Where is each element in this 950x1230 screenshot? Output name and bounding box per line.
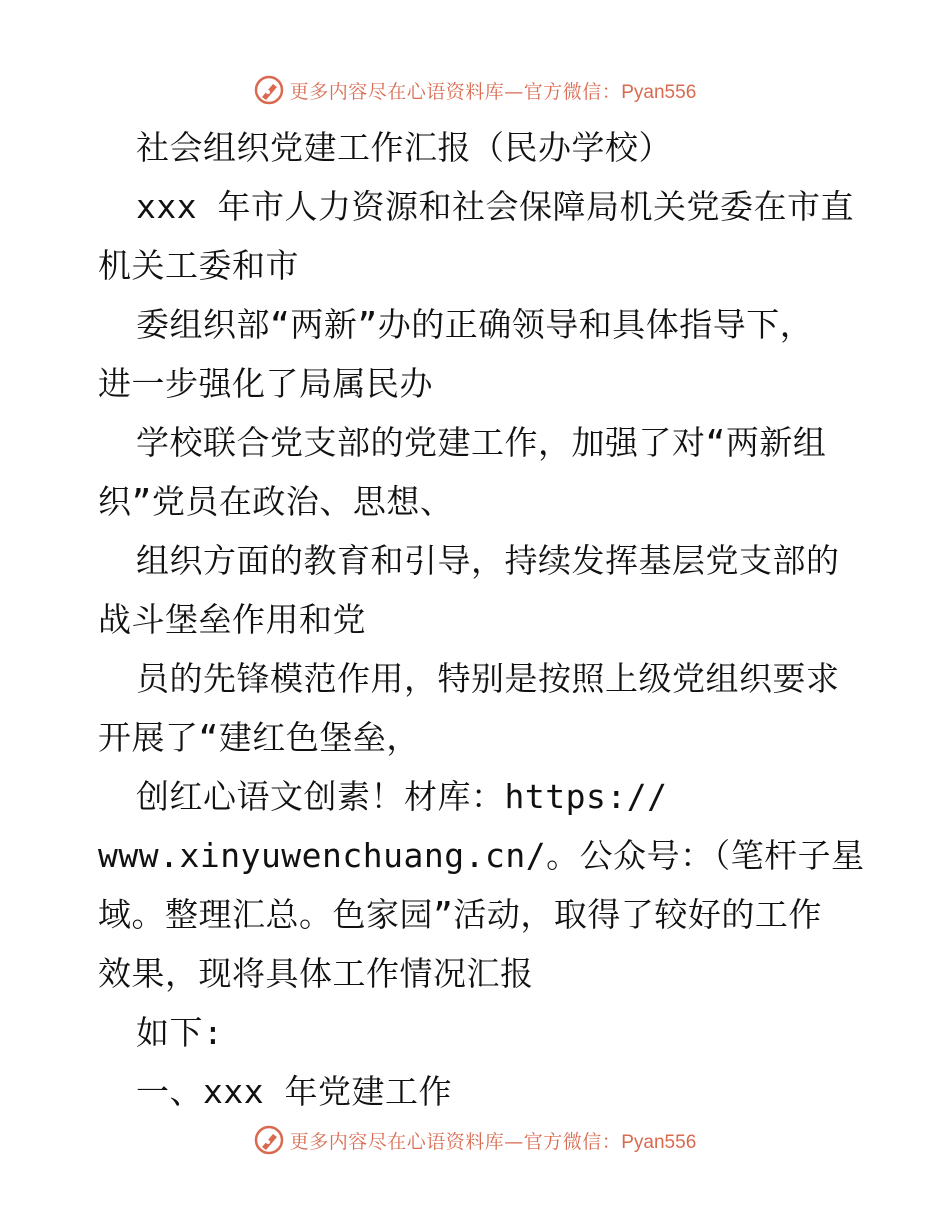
- paragraph-line: 开展了“建红色堡垒，: [98, 718, 420, 757]
- paragraph-line: 学校联合党支部的党建工作，加强了对“两新组: [136, 423, 827, 462]
- watermark-text: 更多内容尽在心语资料库—官方微信：Pyan556: [289, 1130, 697, 1153]
- document-body: [98, 118, 865, 1121]
- paragraph-line: 效果，现将具体工作情况汇报: [98, 954, 534, 993]
- paragraph-line: xxx 年市人力资源和社会保障局机关党委在市直: [136, 187, 854, 226]
- paragraph-line: www.xinyuwenchuang.cn/。公众号：（笔杆子星: [98, 836, 865, 875]
- pen-nib-logo-icon: [254, 75, 284, 105]
- paragraph-line: 如下:: [136, 1013, 224, 1052]
- paragraph-line: 战斗堡垒作用和党: [98, 600, 366, 639]
- section-heading: 一、xxx 年党建工作: [136, 1072, 452, 1111]
- paragraph-line: 机关工委和市: [98, 246, 299, 285]
- footer-watermark: [0, 1120, 950, 1160]
- paragraph-line: 域。整理汇总。色家园”活动，取得了较好的工作: [98, 895, 822, 934]
- paragraph-line: 创红心语文创素！材库：https://: [136, 777, 668, 816]
- header-watermark: [0, 70, 950, 110]
- document-title: 社会组织党建工作汇报（民办学校）: [136, 128, 672, 167]
- watermark-text: 更多内容尽在心语资料库—官方微信：Pyan556: [289, 80, 697, 103]
- paragraph-line: 组织方面的教育和引导，持续发挥基层党支部的: [136, 541, 840, 580]
- paragraph-line: 委组织部“两新”办的正确领导和具体指导下，: [136, 305, 814, 344]
- paragraph-line: 进一步强化了局属民办: [98, 364, 433, 403]
- pen-nib-logo-icon: [254, 1125, 284, 1155]
- paragraph-line: 员的先锋模范作用，特别是按照上级党组织要求: [136, 659, 840, 698]
- paragraph-line: 织”党员在政治、思想、: [98, 482, 454, 521]
